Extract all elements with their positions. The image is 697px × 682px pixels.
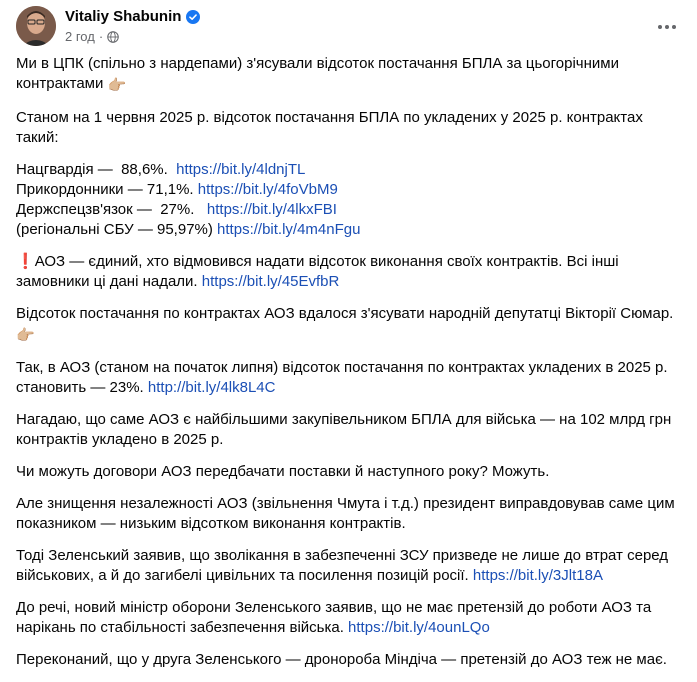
paragraph-text: АОЗ — єдиний, хто відмовився надати відсоток виконання своїх контрактів. Всі інші замовники ці дані надали. <box>16 253 619 290</box>
stat-link[interactable]: https://bit.ly/4foVbM9 <box>197 181 338 198</box>
source-link[interactable]: https://bit.ly/45EvfbR <box>201 273 340 290</box>
paragraph-text: Ми в ЦПК (спільно з нардепами) з'ясували відсоток постачання БПЛА за цьогорічними контрактами <box>16 55 619 92</box>
paragraph-question: Чи можуть договори АОЗ передбачати поставки й наступного року? Можуть. <box>16 463 550 480</box>
paragraph-syumar <box>16 304 684 346</box>
pointing-hand-icon: 👉🏼 <box>16 327 35 344</box>
stat-line <box>16 180 684 200</box>
stat-label: (регіональні СБУ — 95,97%) <box>16 221 218 238</box>
post-body <box>16 54 684 682</box>
post-header <box>0 0 697 50</box>
paragraph-conclusion: Переконаний, що у друга Зеленського — дроноробa Міндіча — претензій до АОЗ теж не має. <box>16 651 667 668</box>
stat-link[interactable]: https://bit.ly/4m4nFgu <box>217 221 361 238</box>
stat-label: Держспецзв'язок — 27%. <box>16 201 207 218</box>
stat-line <box>16 200 684 220</box>
author-name[interactable] <box>65 8 200 25</box>
paragraph-text: Відсоток постачання по контрактах АОЗ вдалося з'ясувати народній депутатці Вікторії Сюмар. <box>16 305 674 322</box>
post-meta <box>65 29 119 44</box>
source-link[interactable]: https://bit.ly/3Jlt18A <box>472 567 603 584</box>
author-avatar[interactable] <box>16 6 56 46</box>
paragraph-reminder: Нагадаю, що саме АОЗ є найбільшими закупівельником БПЛА для війська — на 102 млрд грн контрактів укладено в 2025 р. <box>16 411 672 448</box>
paragraph-text: Тоді Зеленський заявив, що зволікання в забезпеченні ЗСУ призведе не лише до втрат серед військових, а й до загибелі цивільних та посилення позицій росії. <box>16 547 669 584</box>
paragraph-text: Так, в АОЗ (станом на початок липня) відсоток постачання по контрактах укладених в 2025 р. становить — 23%. <box>16 359 668 396</box>
verified-badge-icon <box>186 10 200 24</box>
paragraph-text: До речі, новий міністр оборони Зеленського заявив, що не має претензій до роботи АОЗ та нарікань по стабільності забезпечення війська. <box>16 599 652 636</box>
stat-line <box>16 160 684 180</box>
stat-link[interactable]: https://bit.ly/4ldnjTL <box>176 161 306 178</box>
paragraph-intro <box>16 54 684 96</box>
more-options-icon[interactable] <box>655 15 679 39</box>
paragraph-minister <box>16 598 684 638</box>
stat-label: Нацгвардія — 88,6%. <box>16 161 177 178</box>
source-link[interactable]: http://bit.ly/4lk8L4C <box>147 379 276 396</box>
source-link[interactable]: https://bit.ly/4ounLQo <box>348 619 490 636</box>
stat-link[interactable]: https://bit.ly/4lkxFBI <box>206 201 337 218</box>
pointing-hand-icon: 👉🏼 <box>107 77 127 94</box>
paragraph-aoz-refusal <box>16 252 684 292</box>
stat-label: Прикордонники — 71,1%. <box>16 181 198 198</box>
meta-separator: · <box>98 29 104 44</box>
exclamation-icon: ❗ <box>16 253 35 270</box>
post-time[interactable]: 2 год <box>65 29 95 44</box>
paragraph-independence: Але знищення незалежності АОЗ (звільнення Чмута і т.д.) президент виправдовував саме цим показником — низьким відсотком виконання контрактів. <box>16 495 675 532</box>
paragraph-zelensky <box>16 546 684 586</box>
stat-line <box>16 220 684 240</box>
paragraph-aoz-percent <box>16 358 684 398</box>
author-name-label[interactable]: Vitaliy Shabunin <box>65 8 182 25</box>
paragraph-status: Станом на 1 червня 2025 р. відсоток постачання БПЛА по укладених у 2025 р. контрактах такий: <box>16 109 643 146</box>
globe-icon <box>107 31 119 43</box>
